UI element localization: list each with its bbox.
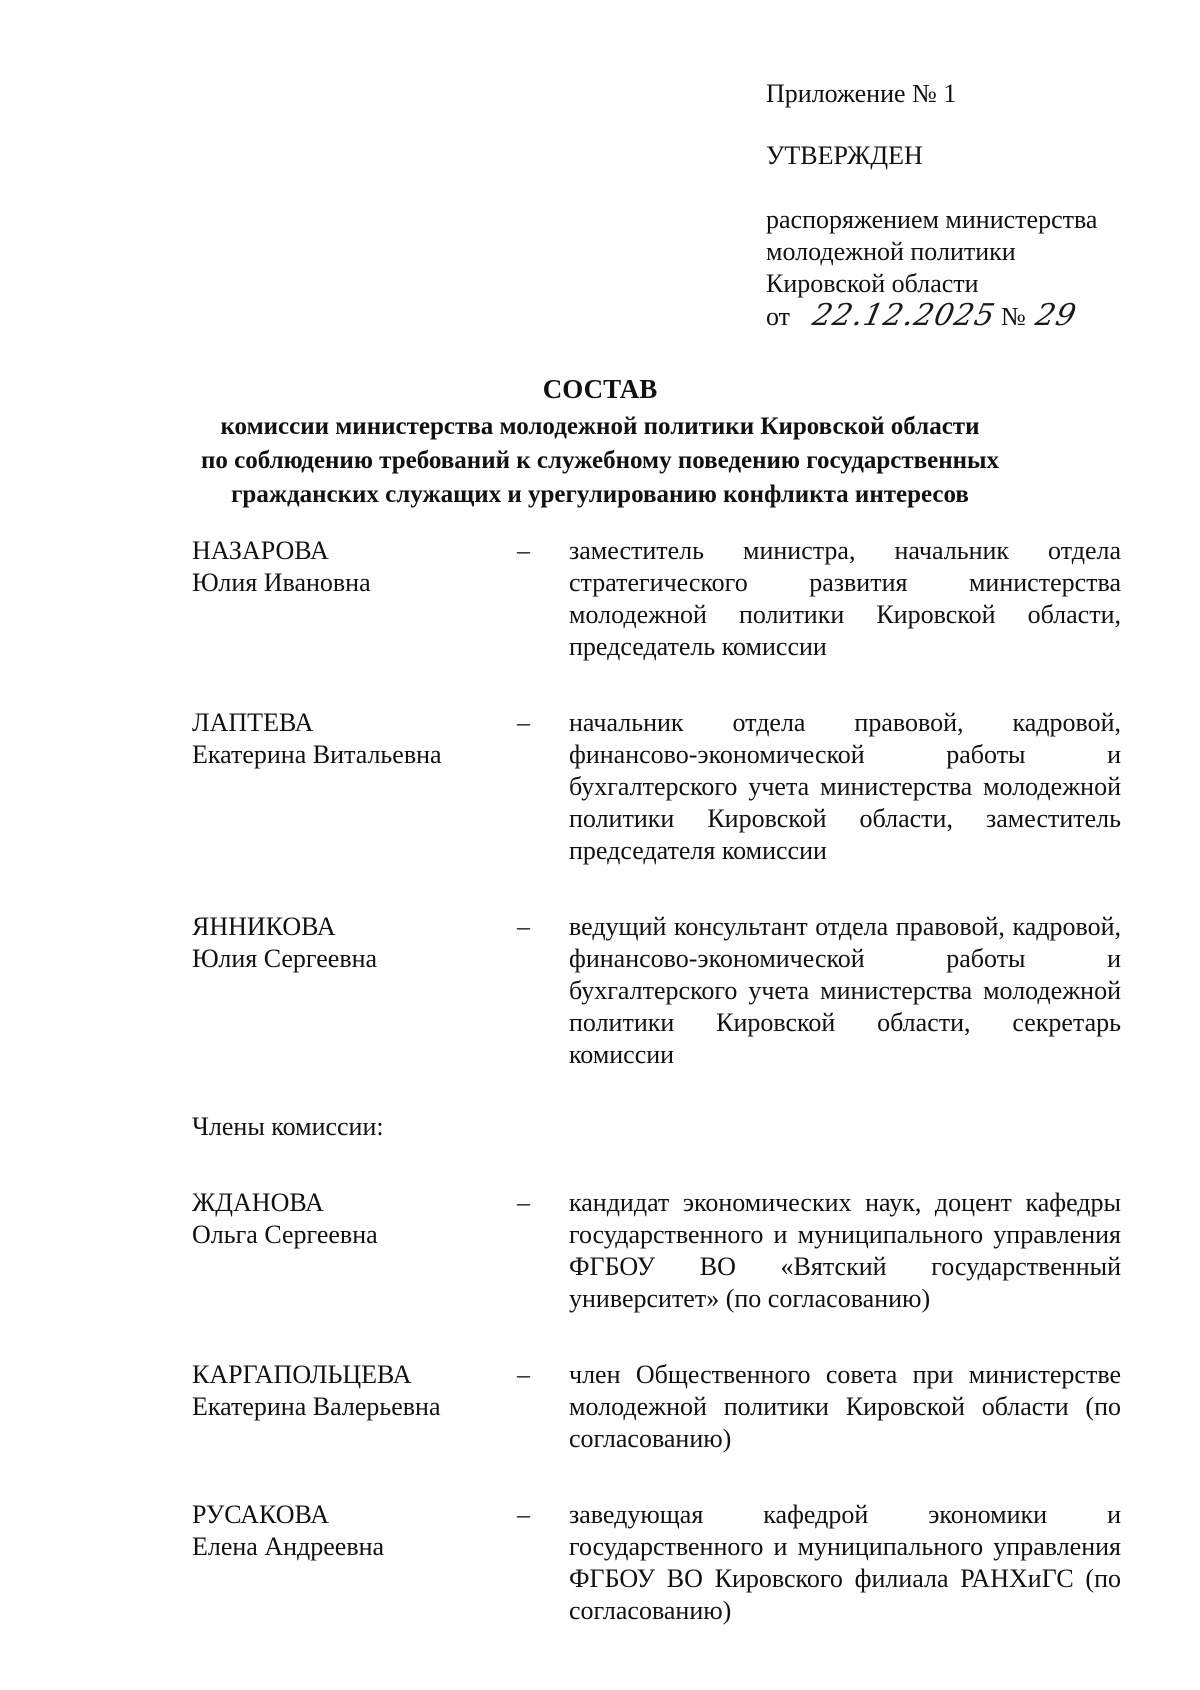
number-label: № bbox=[1001, 302, 1026, 331]
members-list bbox=[192, 535, 1132, 1627]
member-role: начальник отдела правовой, кадровой, финансово-экономической работы и бухгалтерского учета министерства молодежной политики Кировской области, заместитель председателя комиссии bbox=[569, 708, 1121, 865]
approval-block bbox=[766, 78, 1146, 333]
members-section-label: Члены комиссии: bbox=[192, 1112, 384, 1141]
heading-title: СОСТАВ bbox=[542, 374, 658, 404]
member-surname: ЯННИКОВА bbox=[192, 912, 336, 941]
dash-separator: – bbox=[517, 1188, 530, 1217]
member-given-name: Елена Андреевна bbox=[192, 1532, 385, 1561]
member-name bbox=[192, 707, 517, 771]
approval-line-1: распоряжением министерства bbox=[766, 205, 1098, 234]
member-given-name: Екатерина Валерьевна bbox=[192, 1392, 441, 1421]
dash-separator: – bbox=[517, 1500, 530, 1529]
member-surname: НАЗАРОВА bbox=[192, 536, 329, 565]
member-name bbox=[192, 1359, 517, 1423]
document-heading bbox=[150, 372, 1050, 512]
list-item bbox=[192, 1499, 1132, 1627]
list-item bbox=[192, 1359, 1132, 1455]
list-item bbox=[192, 1187, 1132, 1315]
member-role: член Общественного совета при министерстве молодежной политики Кировской области (по согласованию) bbox=[569, 1360, 1121, 1453]
list-item bbox=[192, 535, 1132, 663]
member-name bbox=[192, 1187, 517, 1251]
member-given-name: Юлия Ивановна bbox=[192, 568, 371, 597]
member-given-name: Екатерина Витальевна bbox=[192, 740, 442, 769]
approval-line-2: молодежной политики bbox=[766, 237, 1016, 266]
dash-separator: – bbox=[517, 708, 530, 737]
member-role: кандидат экономических наук, доцент кафедры государственного и муниципального управления ФГБОУ ВО «Вятский государственный университет» (по согласованию) bbox=[569, 1188, 1121, 1313]
dash-separator: – bbox=[517, 912, 530, 941]
appendix-label: Приложение № 1 bbox=[766, 79, 957, 108]
dash-separator: – bbox=[517, 1360, 530, 1389]
approval-line-3: Кировской области bbox=[766, 269, 979, 298]
member-name bbox=[192, 535, 517, 599]
handwritten-number: 29 bbox=[1032, 298, 1081, 333]
member-surname: КАРГАПОЛЬЦЕВА bbox=[192, 1360, 412, 1389]
heading-line-1: комиссии министерства молодежной политики Кировской области bbox=[220, 413, 980, 440]
member-surname: ЖДАНОВА bbox=[192, 1188, 324, 1217]
heading-line-2: по соблюдению требований к служебному поведению государственных bbox=[200, 447, 1000, 474]
member-role: заведующая кафедрой экономики и государственного и муниципального управления ФГБОУ ВО Кировского филиала РАНХиГС (по согласованию) bbox=[569, 1500, 1121, 1625]
approved-label: УТВЕРЖДЕН bbox=[766, 141, 923, 170]
heading-line-3: гражданских служащих и урегулированию конфликта интересов bbox=[231, 481, 969, 508]
approval-date-number-line bbox=[766, 300, 1146, 333]
dash-separator: – bbox=[517, 536, 530, 565]
member-role: заместитель министра, начальник отдела стратегического развития министерства молодежной политики Кировской области, председатель комиссии bbox=[569, 536, 1121, 661]
member-name bbox=[192, 1499, 517, 1563]
member-given-name: Ольга Сергеевна bbox=[192, 1220, 378, 1249]
member-name bbox=[192, 911, 517, 975]
from-label: от bbox=[766, 302, 791, 331]
list-item bbox=[192, 707, 1132, 867]
member-role: ведущий консультант отдела правовой, кадровой, финансово-экономической работы и бухгалтерского учета министерства молодежной политики Кировской области, секретарь комиссии bbox=[569, 912, 1121, 1069]
list-item bbox=[192, 911, 1132, 1071]
member-surname: РУСАКОВА bbox=[192, 1500, 329, 1529]
member-given-name: Юлия Сергеевна bbox=[192, 944, 378, 973]
handwritten-date: 22.12.2025 bbox=[808, 298, 999, 333]
member-surname: ЛАПТЕВА bbox=[192, 708, 314, 737]
